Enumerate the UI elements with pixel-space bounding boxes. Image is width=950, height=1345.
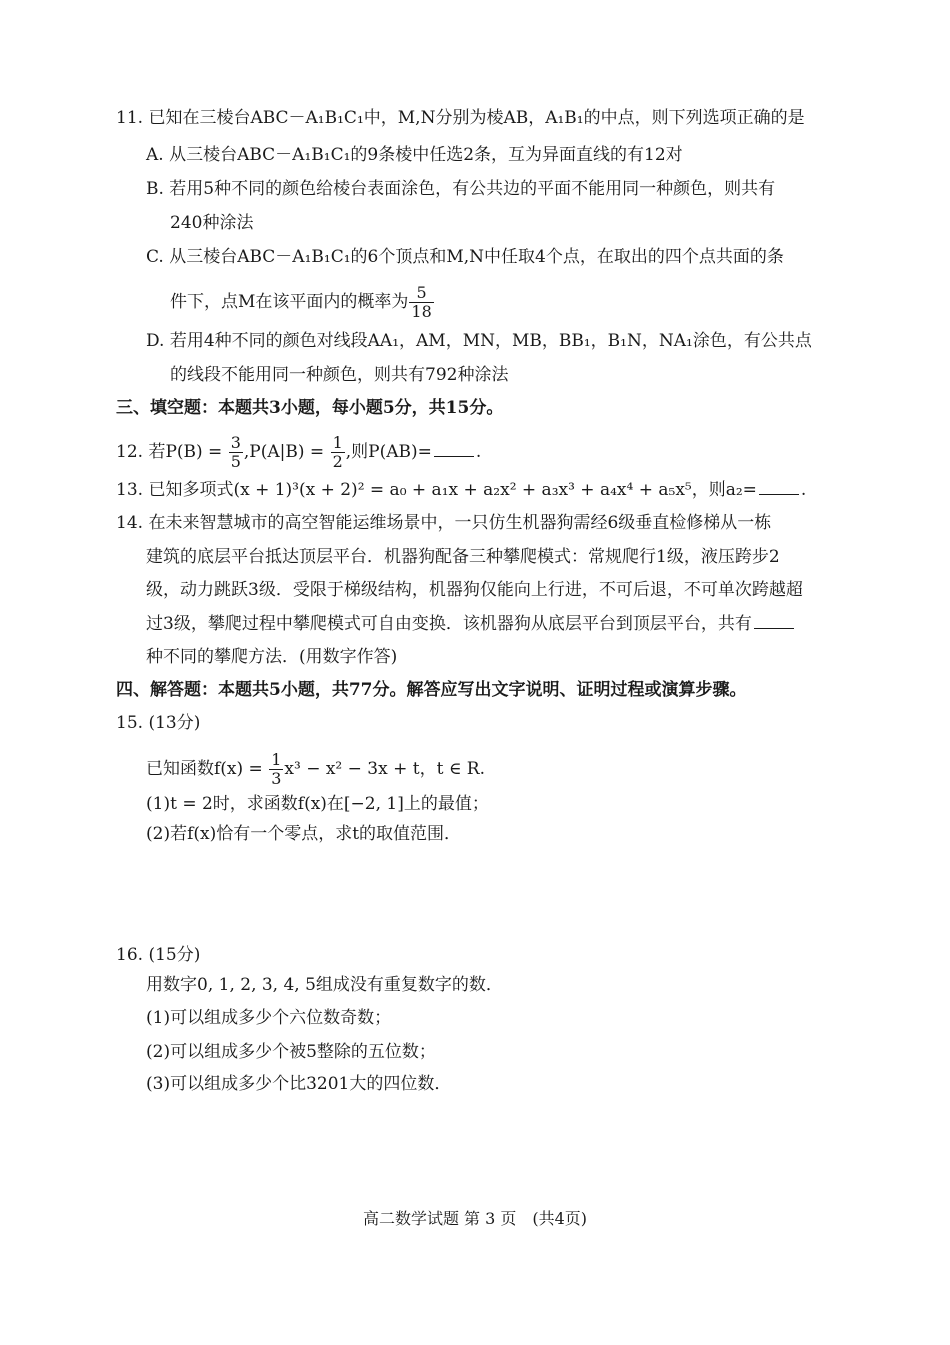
q15-given [146,751,485,788]
q14-line4-text: 过3级，攀爬过程中攀爬模式可自由变换．该机器狗从底层平台到顶层平台，共有 [146,614,752,634]
q11-option-d-line2: 的线段不能用同一种颜色，则共有792种涂法 [170,365,509,385]
q12-answer-blank [434,440,474,457]
q13-text: 13. 已知多项式(x + 1)³(x + 2)² = a₀ + a₁x + a₂x² + a₃x³ + a₄x⁴ + a₅x⁵，则a₂= [116,480,757,500]
section-4-heading: 四、解答题：本题共5小题，共77分。解答应写出文字说明、证明过程或演算步骤。 [116,680,747,700]
fraction-numerator: 3 [230,433,241,452]
fraction-numerator: 5 [409,284,433,303]
q13-answer-blank [759,478,799,495]
q11-option-d-line1: D. 若用4种不同的颜色对线段AA₁，AM，MN，MB，BB₁，B₁N，NA₁涂色，有公共点 [146,331,812,351]
q14-line5: 种不同的攀爬方法．(用数字作答) [146,647,398,667]
q12-prefix: 12. 若P(B) = [116,442,223,462]
q11-option-c-fraction [409,284,433,321]
q12-fraction-1 [229,434,243,471]
q15-header: 15. (13分) [116,713,201,733]
q12-end: . [475,442,482,462]
q15-part-2: (2)若f(x)恰有一个零点，求t的取值范围． [146,824,462,844]
q14-line4 [146,612,796,636]
q16-part-1: (1)可以组成多少个六位数奇数； [146,1008,392,1028]
q13-end: . [800,480,807,500]
q11-stem: 11. 已知在三棱台ABC－A₁B₁C₁中，M,N分别为棱AB，A₁B₁的中点，则下列选项正确的是 [116,108,805,128]
q11-option-b-line1: B. 若用5种不同的颜色给棱台表面涂色，有公共边的平面不能用同一种颜色，则共有 [146,179,776,199]
q12-fraction-2 [331,434,345,471]
fraction-denominator: 2 [332,452,343,471]
q14-line2: 建筑的底层平台抵达顶层平台．机器狗配备三种攀爬模式：常规爬行1级，液压跨步2 [146,547,780,567]
q12 [116,434,481,471]
q11-option-c-text: 件下，点M在该平面内的概率为 [170,292,409,312]
q16-part-2: (2)可以组成多少个被5整除的五位数； [146,1042,436,1062]
q12-middle: ,P(A|B) = [243,442,325,462]
q11-option-c-line1: C. 从三棱台ABC－A₁B₁C₁的6个顶点和M,N中任取4个点，在取出的四个点共面的条 [146,247,784,267]
q16-part-3: (3)可以组成多少个比3201大的四位数． [146,1074,452,1094]
q16-header: 16. (15分) [116,945,201,965]
q15-fraction [269,751,283,788]
q11-option-b-line2: 240种涂法 [170,213,254,233]
q12-suffix: ,则P(AB)= [345,442,432,462]
fraction-denominator: 3 [271,769,282,788]
fraction-denominator: 5 [230,452,241,471]
q14-line3: 级，动力跳跃3级．受限于梯级结构，机器狗仅能向上行进，不可后退，不可单次跨越超 [146,580,803,600]
fraction-denominator: 18 [411,302,432,321]
fraction-numerator: 1 [271,750,282,769]
q15-part-1: (1)t = 2时，求函数f(x)在[−2, 1]上的最值； [146,794,489,814]
fraction-numerator: 1 [332,433,343,452]
q16-given: 用数字0, 1, 2, 3, 4, 5组成没有重复数字的数． [146,975,503,995]
q11-option-a: A. 从三棱台ABC－A₁B₁C₁的9条棱中任选2条，互为异面直线的有12对 [146,145,683,165]
q15-given-suffix: x³ − x² − 3x + t，t ∈ R. [284,759,486,779]
q13 [116,478,806,502]
q14-line1: 14. 在未来智慧城市的高空智能运维场景中，一只仿生机器狗需经6级垂直检修梯从一栋 [116,513,772,533]
section-3-heading: 三、填空题：本题共3小题，每小题5分，共15分。 [116,398,504,418]
q11-option-c-line2 [170,284,435,321]
q15-given-prefix: 已知函数f(x) = [146,759,263,779]
q14-answer-blank [754,612,794,629]
page-footer: 高二数学试题 第 3 页 (共4页) [362,1209,588,1228]
